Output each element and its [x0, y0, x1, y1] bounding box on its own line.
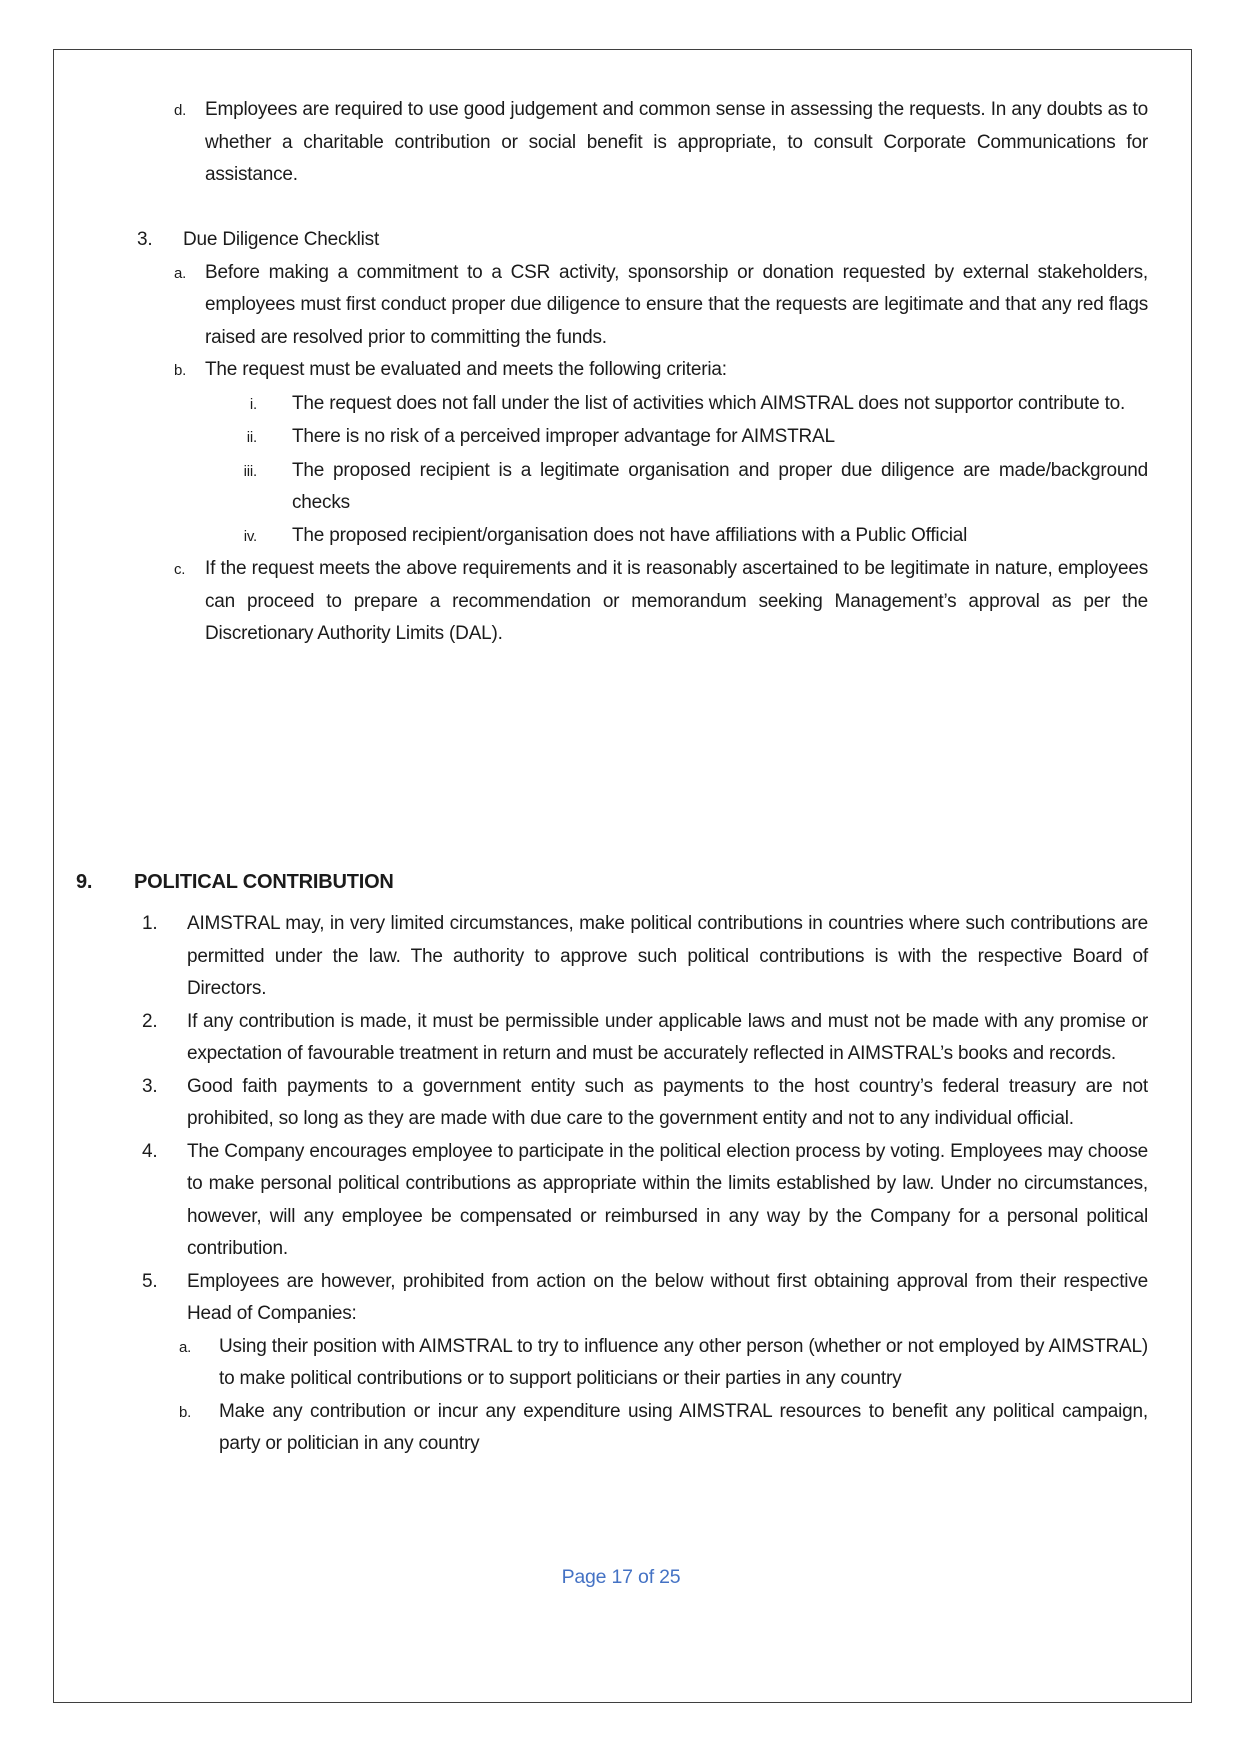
list-item-5b [179, 1396, 1148, 1461]
list-marker: 5. [142, 1270, 158, 1292]
list-item-iv [224, 520, 1148, 554]
list-item-text: Using their position with AIMSTRAL to try to influence any other person (whether or not employed by AIMSTRAL) to make political contributions or to support politicians or their parties in any country [219, 1335, 1148, 1389]
list-marker: iv. [243, 527, 257, 545]
list-item-b [174, 354, 1148, 388]
list-item-c [174, 553, 1148, 651]
list-item-text: Employees are however, prohibited from action on the below without first obtaining approval from their respective Head of Companies: [187, 1270, 1148, 1324]
list-marker: a. [179, 1338, 192, 1356]
list-item-text: The proposed recipient/organisation does not have affiliations with a Public Official [292, 524, 968, 546]
page-footer: Page 17 of 25 [561, 1566, 681, 1588]
list-item-1 [142, 908, 1148, 1006]
list-item-text: Before making a commitment to a CSR activity, sponsorship or donation requested by external stakeholders, employees must first conduct proper due diligence to ensure that the requests are legitimate and that any red flags raised are resolved prior to committing the funds. [205, 261, 1148, 348]
list-item-iii [224, 455, 1148, 520]
list-item-d [174, 94, 1148, 192]
list-item-text: Make any contribution or incur any expenditure using AIMSTRAL resources to benefit any political campaign, party or politician in any country [219, 1400, 1148, 1454]
csr-section-content [0, 94, 1242, 651]
list-item-text: The request must be evaluated and meets the following criteria: [205, 359, 727, 380]
list-item-text: The proposed recipient is a legitimate organisation and proper due diligence are made/background checks [292, 459, 1148, 513]
list-marker: iii. [243, 462, 257, 480]
political-contribution-section [0, 866, 1242, 1461]
list-item-3 [142, 1071, 1148, 1136]
list-marker: b. [174, 362, 187, 379]
list-item-4 [142, 1136, 1148, 1266]
list-item-text: Good faith payments to a government entity such as payments to the host country’s federal treasury are not prohibited, so long as they are made with due care to the government entity and not to any individual official. [187, 1075, 1148, 1129]
list-marker: 2. [142, 1010, 158, 1032]
list-item-5a [179, 1331, 1148, 1396]
list-item-5 [142, 1266, 1148, 1331]
list-item-text: There is no risk of a perceived improper advantage for AIMSTRAL [292, 426, 835, 447]
list-item-text: The Company encourages employee to participate in the political election process by voting. Employees may choose to make personal political contributions as appropriate within the limits established by law. Under no circumstances, however, will any employee be compensated or reimbursed in any way by the Company for a personal political contribution. [187, 1140, 1148, 1259]
list-marker: 3. [137, 229, 153, 250]
section-number: 9. [76, 871, 93, 893]
section-heading [76, 866, 1148, 899]
list-marker: a. [174, 264, 187, 282]
list-item-ii [224, 421, 1148, 455]
list-marker: 4. [142, 1140, 158, 1162]
list-marker: 1. [142, 913, 158, 934]
list-item-text: AIMSTRAL may, in very limited circumstances, make political contributions in countries where such contributions are permitted under the law. The authority to approve such political contributions is with the respective Board of Directors. [187, 913, 1148, 999]
list-item-text: Due Diligence Checklist [183, 229, 380, 250]
list-marker: c. [174, 561, 186, 578]
list-item-text: The request does not fall under the list of activities which AIMSTRAL does not supportor contribute to. [292, 392, 1126, 414]
list-marker: b. [179, 1403, 192, 1421]
list-marker: i. [249, 395, 257, 413]
list-item-i [224, 388, 1148, 422]
section-title: POLITICAL CONTRIBUTION [134, 871, 394, 893]
list-item-text: If any contribution is made, it must be permissible under applicable laws and must not be made with any promise or expectation of favourable treatment in return and must be accurately reflected in AIMSTRAL’s books and records. [187, 1010, 1148, 1064]
list-item-a [174, 257, 1148, 355]
list-item-text: Employees are required to use good judgement and common sense in assessing the requests. In any doubts as to whether a charitable contribution or social benefit is appropriate, to consult Corporate Communications for assistance. [205, 99, 1148, 185]
list-marker: ii. [246, 429, 257, 446]
list-item-2 [142, 1006, 1148, 1071]
list-item-due-diligence-checklist [137, 224, 1148, 257]
list-marker: 3. [142, 1075, 158, 1097]
list-item-text: If the request meets the above requirements and it is reasonably ascertained to be legitimate in nature, employees can proceed to prepare a recommendation or memorandum seeking Management’s approval as per the Discretionary Authority Limits (DAL). [205, 558, 1148, 644]
list-marker: d. [174, 102, 187, 119]
